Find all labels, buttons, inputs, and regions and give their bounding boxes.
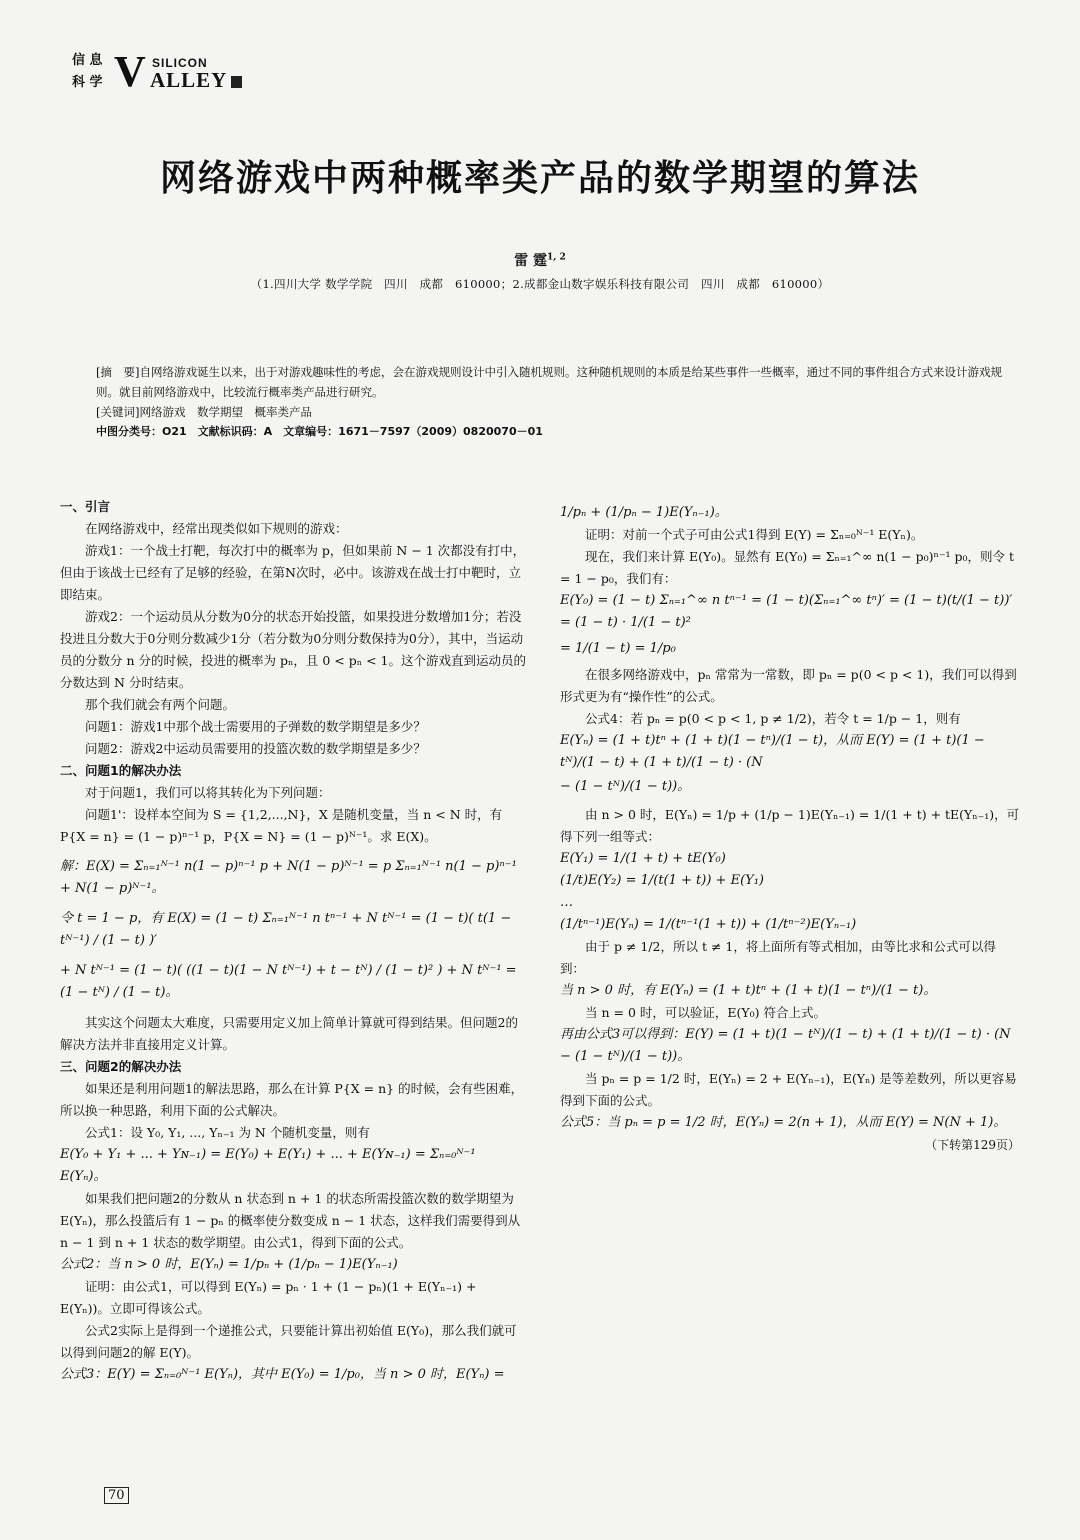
paragraph-formula1: 公式1：设 Y₀, Y₁, ..., Yₙ₋₁ 为 N 个随机变量，则有 (85, 1125, 370, 1140)
paragraph: 由 n > 0 时，E(Yₙ) = 1/p + (1/p − 1)E(Yₙ₋₁) = 1/(1 + t) + tE(Yₙ₋₁)，可得下列一组等式： (560, 807, 1020, 844)
paragraph: 那个我们就会有两个问题。 (85, 697, 236, 712)
left-column (60, 496, 526, 1386)
paragraph-question1-prime: 问题1'：设样本空间为 S = {1,2,...,N}，X 是随机变量，当 n < N 时，有 P{X = n} = (1 − p)ⁿ⁻¹ p，P{X = N} = (1 − p)ᴺ⁻¹。求 E(X)。 (60, 807, 503, 844)
paragraph: 当 pₙ = p = 1/2 时，E(Yₙ) = 2 + E(Yₙ₋₁)，E(Yₙ) 是等差数列，所以更容易得到下面的公式。 (560, 1071, 1017, 1108)
abstract-block (96, 362, 1016, 442)
paragraph: 现在，我们来计算 E(Y₀)。显然有 E(Y₀) = Σₙ₌₁^∞ n(1 − p₀)ⁿ⁻¹ p₀，则令 t = 1 − p₀，我们有： (560, 549, 1015, 586)
equation-eyn: (1/tⁿ⁻¹)E(Yₙ) = 1/(tⁿ⁻¹(1 + t)) + (1/tⁿ⁻²)E(Yₙ₋₁) (560, 917, 857, 932)
section-heading-intro: 一、引言 (60, 499, 111, 514)
paragraph-question2: 问题2：游戏2中运动员需要用的投篮次数的数学期望是多少？ (85, 741, 426, 756)
paper-title: 网络游戏中两种概率类产品的数学期望的算法 (159, 158, 920, 199)
continued-note: （下转第129页） (925, 1138, 1020, 1152)
paragraph-proof: 证明：对前一个式子可由公式1得到 E(Y) = Σₙ₌₀ᴺ⁻¹ E(Yₙ)。 (585, 527, 924, 542)
logo-mark-icon (231, 76, 242, 88)
equation-ey0: E(Y₀) = (1 − t) Σₙ₌₁^∞ n tⁿ⁻¹ = (1 − t)(Σₙ₌₁^∞ tⁿ)′ = (1 − t)(t/(1 − t))′ = (1 − t) · 1/(1 − t)² (560, 593, 1013, 630)
logo-valley: ALLEY (150, 68, 228, 92)
equation-formula4: E(Yₙ) = (1 + t)tⁿ + (1 + t)(1 − tⁿ)/(1 − t)，从而 E(Y) = (1 + t)(1 − tᴺ)/(1 − t) + (1 + t)/(1 − t) · (N (560, 733, 985, 770)
affiliation: （1.四川大学 数学学院 四川 成都 610000；2.成都金山数字娱乐科技有限公司 四川 成都 610000） (250, 277, 830, 291)
equation-ey1: E(Y₁) = 1/(1 + t) + tE(Y₀) (560, 851, 726, 866)
equation-solution: 解：E(X) = Σₙ₌₁ᴺ⁻¹ n(1 − p)ⁿ⁻¹ p + N(1 − p)ᴺ⁻¹ = p Σₙ₌₁ᴺ⁻¹ n(1 − p)ⁿ⁻¹ + N(1 − p)ᴺ⁻¹。 (60, 859, 517, 896)
logo-cn-top: 信 息 (72, 53, 103, 68)
equation-formula3: 公式3：E(Y) = Σₙ₌₀ᴺ⁻¹ E(Yₙ)，其中 E(Y₀) = 1/p₀，当 n > 0 时，E(Yₙ) = (60, 1367, 505, 1382)
equation-ey0-result: = 1/(1 − t) = 1/p₀ (560, 641, 676, 656)
paragraph: 如果我们把问题2的分数从 n 状态到 n + 1 的状态所需投篮次数的数学期望为 E(Yₙ)，那么投篮后有 1 − pₙ 的概率使分数变成 n − 1 状态，这样我们需要得到从 n − 1 到 n + 1 状态的数学期望。由公式1，得到下面的公式。 (60, 1191, 521, 1250)
paragraph: 在很多网络游戏中，pₙ 常常为一常数，即 pₙ = p(0 < p < 1)，我们可以得到形式更为有“操作性”的公式。 (560, 667, 1017, 704)
equation-formula1: E(Y₀ + Y₁ + ... + Yɴ₋₁) = E(Y₀) + E(Y₁) + ... + E(Yɴ₋₁) = Σₙ₌₀ᴺ⁻¹ E(Yₙ)。 (60, 1147, 476, 1184)
paragraph: 如果还是利用问题1的解法思路，那么在计算 P{X = n} 的时候，会有些困难，所以换一种思路，利用下面的公式解决。 (60, 1081, 524, 1118)
author-line (0, 250, 1080, 270)
right-column (560, 502, 1020, 1156)
equation-formula2: 公式2：当 n > 0 时，E(Yₙ) = 1/pₙ + (1/pₙ − 1)E(Yₙ₋₁) (60, 1257, 398, 1272)
equation-ey-total: 再由公式3可以得到：E(Y) = (1 + t)(1 − tᴺ)/(1 − t) + (1 + t)/(1 − t) · (N − (1 − tᴺ)/(1 − t))。 (560, 1027, 1011, 1064)
paragraph: 对于问题1，我们可以将其转化为下列问题： (85, 785, 331, 800)
journal-logo-cn (72, 50, 103, 94)
equation-eyn-closed: 当 n > 0 时，有 E(Yₙ) = (1 + t)tⁿ + (1 + t)(1 − tⁿ)/(1 − t)。 (560, 983, 937, 998)
paragraph: 其实这个问题太大难度，只需要用定义加上简单计算就可得到结果。但问题2的解决方法并非直接用定义计算。 (60, 1015, 518, 1052)
paragraph-question1: 问题1：游戏1中那个战士需要用的子弹数的数学期望是多少？ (85, 719, 426, 734)
equation-formula4-cont: − (1 − tᴺ)/(1 − t))。 (560, 779, 691, 794)
logo-valley-row (150, 68, 242, 93)
paragraph: 当 n = 0 时，可以验证，E(Y₀) 符合上式。 (585, 1005, 826, 1020)
paragraph-proof: 证明：由公式1，可以得到 E(Yₙ) = pₙ · 1 + (1 − pₙ)(1 + E(Yₙ₋₁) + E(Yₙ))。立即可得该公式。 (60, 1279, 477, 1316)
classification-line: 中图分类号：O21 文献标识码：A 文章编号：1671－7597（2009）0820070－01 (96, 425, 543, 438)
equation-ellipsis: … (560, 895, 573, 910)
page-number: 70 (104, 1487, 129, 1504)
logo-silicon: SILICON (152, 56, 208, 70)
logo-v-letter: V (114, 47, 144, 96)
equation-formula3-cont: 1/pₙ + (1/pₙ − 1)E(Yₙ₋₁)。 (560, 505, 728, 520)
paragraph-game2: 游戏2：一个运动员从分数为0分的状态开始投篮，如果投进分数增加1分；若没投进且分数大于0分则分数减少1分（若分数为0分则分数保持为0分），其中，当运动员的分数分 n 分的时候，投进的概率为 pₙ，且 0 < pₙ < 1。这个游戏直到运动员的分数达到 N 分时结束。 (60, 609, 527, 690)
paragraph: 公式2实际上是得到一个递推公式，只要能计算出初始值 E(Y₀)，那么我们就可以得到问题2的解 E(Y)。 (60, 1323, 517, 1360)
author-name: 雷 霆 (514, 253, 548, 269)
author-affil-sup: 1, 2 (547, 252, 566, 263)
logo-cn-bottom: 科 学 (72, 75, 103, 90)
abstract-text: [摘 要]自网络游戏诞生以来，出于对游戏趣味性的考虑，会在游戏规则设计中引入随机规则。这种随机规则的本质是给某些事件一些概率，通过不同的事件组合方式来设计游戏规则。就目前网络游戏中，比较流行概率类产品进行研究。 (96, 365, 1002, 399)
equation-formula5: 公式5：当 pₙ = p = 1/2 时，E(Yₙ) = 2(n + 1)，从而 E(Y) = N(N + 1)。 (560, 1115, 1007, 1130)
equation-result: + N tᴺ⁻¹ = (1 − t)( ((1 − t)(1 − N tᴺ⁻¹) + t − tᴺ) / (1 − t)² ) + N tᴺ⁻¹ = (1 − tᴺ) / (1 − t)。 (60, 963, 517, 1000)
paragraph: 在网络游戏中，经常出现类似如下规则的游戏： (85, 521, 348, 536)
section-heading-problem1: 二、问题1的解决办法 (60, 763, 182, 778)
equation-substitution: 令 t = 1 − p，有 E(X) = (1 − t) Σₙ₌₁ᴺ⁻¹ n tⁿ⁻¹ + N tᴺ⁻¹ = (1 − t)( t(1 − tᴺ⁻¹) / (1 − t) )′ (60, 911, 512, 948)
keywords: [关键词]网络游戏 数学期望 概率类产品 (96, 405, 312, 419)
equation-ey2: (1/t)E(Y₂) = 1/(t(1 + t)) + E(Y₁) (560, 873, 765, 888)
paragraph-formula4: 公式4：若 pₙ = p(0 < p < 1, p ≠ 1/2)，若令 t = 1/p − 1，则有 (585, 711, 961, 726)
section-heading-problem2: 三、问题2的解决办法 (60, 1059, 182, 1074)
paragraph: 由于 p ≠ 1/2，所以 t ≠ 1，将上面所有等式相加，由等比求和公式可以得到： (560, 939, 996, 976)
paragraph-game1: 游戏1：一个战士打靶，每次打中的概率为 p，但如果前 N − 1 次都没有打中，但由于该战士已经有了足够的经验，在第N次时，必中。该游戏在战士打中靶时，立即结束。 (60, 543, 526, 602)
